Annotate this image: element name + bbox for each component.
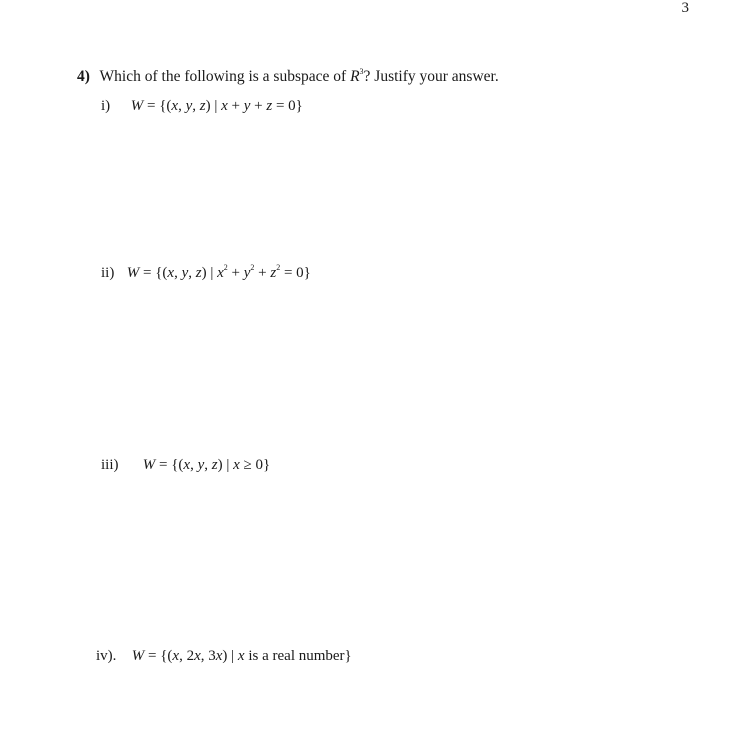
item-ii <box>101 265 311 282</box>
question-prompt <box>77 68 499 86</box>
item-iii <box>101 457 270 474</box>
set-expression: W = {(x, y, z) | x + y + z = 0} <box>130 98 303 114</box>
question-number: 4) <box>77 68 90 85</box>
set-expression: W = {(x, y, z) | x ≥ 0} <box>142 457 271 473</box>
set-expression: W = {(x, y, z) | $x^2 + y^2 + z^2 = 0$} <box>126 263 311 281</box>
question-text-before: Which of the following is a subspace of <box>99 68 347 85</box>
item-label: iv). <box>96 648 117 664</box>
item-i <box>101 98 303 115</box>
space-symbol: $R^3$ <box>350 67 364 85</box>
page-number: 3 <box>681 0 689 16</box>
item-label: i) <box>101 98 111 114</box>
question-text-after: ? Justify your answer. <box>363 68 499 85</box>
item-label: ii) <box>101 265 115 281</box>
set-expression: W = {(x, 2x, 3x) | x is a real number} <box>131 648 352 664</box>
item-iv <box>96 648 352 665</box>
item-label: iii) <box>101 457 119 473</box>
